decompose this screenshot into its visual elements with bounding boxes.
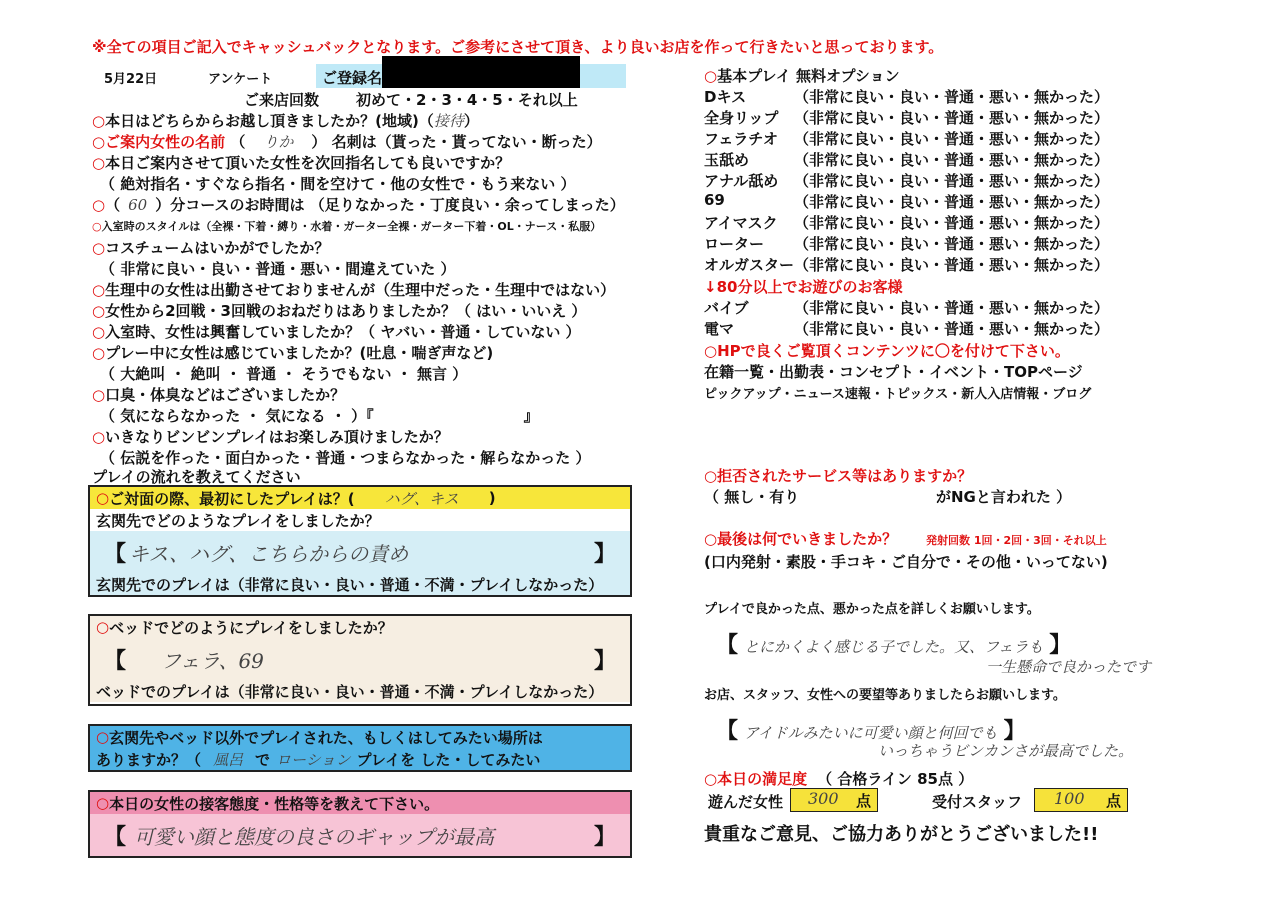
girl-score: 300 <box>808 789 839 808</box>
entrance-box: ○ ご対面の際、最初にしたプレイは？( ハグ、キス ) 玄関先でどのようなプレイをしましたか？ 【 キス、ハグ、こちらからの責め 】 玄関先でのプレイは（非常に良い・良い・普通・不満・プレイしなかった） <box>88 485 632 597</box>
girl-score-label: 遊んだ女性 <box>708 793 784 811</box>
q12: いきなりビンビンプレイはお楽しみ頂けましたか？ <box>105 428 449 446</box>
q3-options: （ 絶対指名・すぐなら指名・間を空けて・他の女性で・もう来ない ） <box>100 175 576 193</box>
over80-note: ↓80分以上でお遊びのお客様 <box>704 278 903 296</box>
option-name: オルガスター <box>704 256 795 274</box>
staff-score-unit: 点 <box>1106 792 1122 810</box>
q1-answer: 接待 <box>433 112 464 130</box>
option-name: ローター <box>704 235 765 253</box>
box3-answer2: ローション <box>276 750 351 769</box>
option-name: バイブ <box>704 299 749 317</box>
satisfaction-title: 本日の満足度 <box>717 770 808 788</box>
q9: 入室時、女性は興奮していましたか？（ ヤバい・普通・していない ） <box>105 323 581 341</box>
refused-tail: がNGと言われた ） <box>936 488 1072 506</box>
option-name: アイマスク <box>704 214 778 232</box>
option-rating: （非常に良い・良い・普通・悪い・無かった） <box>794 320 1110 338</box>
q2-label: ご案内女性の名前 <box>105 133 226 151</box>
option-rating: （非常に良い・良い・普通・悪い・無かった） <box>794 151 1110 169</box>
box3-q2c: プレイを した・してみたい <box>356 750 541 769</box>
option-name: フェラチオ <box>704 130 778 148</box>
staff-score-label: 受付スタッフ <box>932 793 1023 811</box>
box1-q3: 玄関先でのプレイは（非常に良い・良い・普通・不満・プレイしなかった） <box>90 573 630 595</box>
bed-box: ○ ベッドでどのようにプレイをしましたか？ 【 フェラ、69 】 ベッドでのプレイは（非常に良い・良い・普通・不満・プレイしなかった） <box>88 614 632 706</box>
box3-q: 玄関先やベッド以外でプレイされた、もしくはしてみたい場所は <box>109 728 543 747</box>
refused-options: （ 無し・有り <box>704 488 800 506</box>
flow-title: プレイの流れを教えてください <box>92 468 301 486</box>
q6-options: （ 非常に良い・良い・普通・悪い・間違えていた ） <box>100 260 456 278</box>
visit-count-label: ご来店回数 <box>244 91 320 109</box>
q7: 生理中の女性は出勤させておりませんが（生理中だった・生理中ではない） <box>105 281 616 299</box>
hp-title: HPで良くご覧頂くコンテンツに〇を付けて下さい。 <box>717 342 1070 360</box>
option-name: 69 <box>704 191 725 209</box>
box3-q2b: で <box>255 750 271 769</box>
box3-q2a: ありますか？（ <box>96 750 202 769</box>
registered-label: ご登録名 <box>322 69 383 87</box>
q1: 本日はどちらからお越し頂きましたか？(地域)（ <box>105 112 434 130</box>
header-note: ※全ての項目ご記入でキャッシュバックとなります。ご参考にさせて頂き、より良いお店を作って行きたいと思っております。 <box>92 38 944 56</box>
attitude-box: ○ 本日の女性の接客態度・性格等を教えて下さい。 【 可愛い顔と態度の良さのギャップが最高 】 <box>88 790 632 858</box>
box2-q: ベッドでどのようにプレイをしましたか？ <box>109 618 393 637</box>
box2-q2: ベッドでのプレイは（非常に良い・良い・普通・不満・プレイしなかった） <box>90 680 630 702</box>
box1-q: ご対面の際、最初にしたプレイは？( <box>109 489 355 508</box>
date: 5月22日 <box>104 72 158 87</box>
option-rating: （非常に良い・良い・普通・悪い・無かった） <box>794 130 1110 148</box>
basic-title: 基本プレイ 無料オプション <box>717 67 900 85</box>
box1-answer2: キス、ハグ、こちらからの責め <box>128 541 409 566</box>
option-rating: （非常に良い・良い・普通・悪い・無かった） <box>794 193 1110 211</box>
request-answer1: アイドルみたいに可愛い顔と何回でも <box>744 724 998 742</box>
option-name: 電マ <box>704 320 735 338</box>
q6: コスチュームはいかがでしたか？ <box>105 239 330 257</box>
hp-line2: ピックアップ・ニュース速報・トピックス・新人入店情報・ブログ <box>704 387 1092 402</box>
q4: 分コースのお時間は （足りなかった・丁度良い・余ってしまった） <box>170 196 625 214</box>
box4-answer: 可愛い顔と態度の良さのギャップが最高 <box>134 824 495 849</box>
option-name: 全身リップ <box>704 109 779 127</box>
q5: 入室時のスタイルは（全裸・下着・縛り・水着・ガーター全裸・ガーター下着・OL・ナース・私服） <box>101 220 602 233</box>
q3: 本日ご案内させて頂いた女性を次回指名しても良いですか？ <box>105 154 511 172</box>
final-options: (口内発射・素股・手コキ・ご自分で・その他・いってない) <box>704 553 1108 571</box>
request-question: お店、スタッフ、女性への要望等ありましたらお願いします。 <box>704 688 1066 703</box>
final-title: 最後は何でいきましたか？ <box>717 530 898 548</box>
staff-score: 100 <box>1054 789 1085 808</box>
good-bad-answer2: 一生懸命で良かったです <box>986 658 1152 676</box>
option-name: アナル舐め <box>704 172 779 190</box>
option-rating: （非常に良い・良い・普通・悪い・無かった） <box>794 214 1110 232</box>
satisfaction-line: （ 合格ライン 85点 ） <box>817 770 974 788</box>
option-rating: （非常に良い・良い・普通・悪い・無かった） <box>794 172 1110 190</box>
box3-answer: 風呂 <box>213 750 244 769</box>
refused-title: 拒否されたサービス等はありますか？ <box>717 467 973 485</box>
option-rating: （非常に良い・良い・普通・悪い・無かった） <box>794 109 1110 127</box>
option-rating: （非常に良い・良い・普通・悪い・無かった） <box>794 235 1110 253</box>
option-rating: （非常に良い・良い・普通・悪い・無かった） <box>794 299 1110 317</box>
option-rating: （非常に良い・良い・普通・悪い・無かった） <box>794 88 1110 106</box>
q2-card: 名刺は（貰った・貰ってない・断った） <box>331 133 602 151</box>
final-count: 発射回数 1回・2回・3回・それ以上 <box>926 534 1107 547</box>
thanks-message: 貴重なご意見、ご協力ありがとうございました!! <box>704 824 1099 845</box>
good-bad-answer1: とにかくよく感じる子でした。又、フェラも <box>744 638 1044 656</box>
hp-line1: 在籍一覧・出勤表・コンセプト・イベント・TOPページ <box>704 363 1083 381</box>
option-name: 玉舐め <box>704 151 750 169</box>
place-box: ○ 玄関先やベッド以外でプレイされた、もしくはしてみたい場所は ありますか？（ 風呂 で ローション プレイを した・してみたい <box>88 724 632 772</box>
q10: プレー中に女性は感じていましたか？(吐息・喘ぎ声など) <box>105 344 494 362</box>
q10-options: （ 大絶叫 ・ 絶叫 ・ 普通 ・ そうでもない ・ 無言 ） <box>100 365 468 383</box>
girl-score-unit: 点 <box>856 792 872 810</box>
redaction-bar <box>382 56 580 88</box>
q12-options: （ 伝説を作った・面白かった・普通・つまらなかった・解らなかった ） <box>100 449 591 467</box>
box1-close: ) <box>488 489 496 507</box>
box1-q2: 玄関先でどのようなプレイをしましたか？ <box>90 509 630 531</box>
box1-answer: ハグ、キス <box>384 489 459 508</box>
option-rating: （非常に良い・良い・普通・悪い・無かった） <box>794 256 1110 274</box>
q11: 口臭・体臭などはございましたか？ <box>105 386 346 404</box>
request-answer2: いっちゃうビンカンさが最高でした。 <box>878 742 1134 760</box>
q8: 女性から2回戦・3回戦のおねだりはありましたか？（ はい・いいえ ） <box>105 302 587 320</box>
q1-close: ） <box>463 112 479 130</box>
q2-name: りか <box>263 133 294 151</box>
box4-q: 本日の女性の接客態度・性格等を教えて下さい。 <box>109 794 440 813</box>
good-bad-question: プレイで良かった点、悪かった点を詳しくお願いします。 <box>704 602 1040 617</box>
box2-answer: フェラ、69 <box>161 648 264 673</box>
survey-label: アンケート <box>208 72 273 87</box>
visit-count-options: 初めて・2・3・4・5・それ以上 <box>356 91 578 109</box>
q4-number: 60 <box>128 196 148 214</box>
option-name: Dキス <box>704 88 747 106</box>
q11-options: （ 気にならなかった ・ 気になる ・ ）『 』 <box>100 407 539 425</box>
